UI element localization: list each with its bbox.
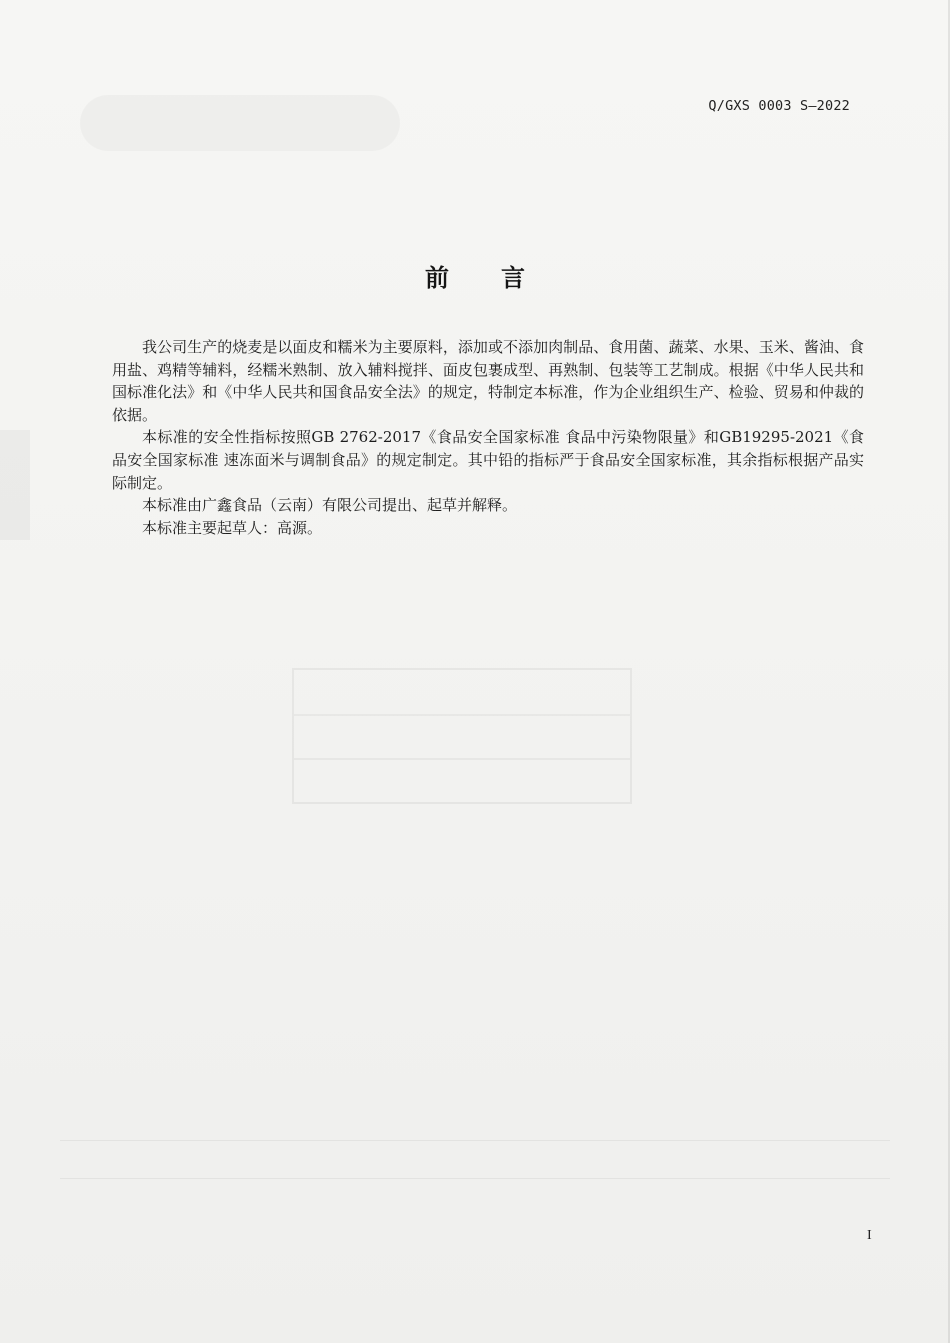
paragraph-drafter: 本标准主要起草人：高源。 (142, 518, 323, 537)
bleed-through-line (60, 1178, 890, 1179)
bleed-through-mark (80, 95, 400, 151)
foreword-body (112, 336, 864, 539)
paragraph-safety-indicators: 本标准的安全性指标按照GB 2762-2017《食品安全国家标准 食品中污染物限量》和GB19295-2021《食品安全国家标准 速冻面米与调制食品》的规定制定。其中铅的指标严于食品安全国家标准，其余指标根据产品实际制定。 (112, 428, 864, 492)
bleed-through-stamp-box (292, 668, 632, 804)
page-title: 前言 (425, 264, 577, 292)
page-number: I (867, 1228, 872, 1243)
bleed-through-line (60, 1140, 890, 1141)
paragraph-product-description: 我公司生产的烧麦是以面皮和糯米为主要原料，添加或不添加肉制品、食用菌、蔬菜、水果、玉米、酱油、食用盐、鸡精等辅料，经糯米熟制、放入辅料搅拌、面皮包裹成型、再熟制、包装等工艺制成。根据《中华人民共和国标准化法》和《中华人民共和国食品安全法》的规定，特制定本标准，作为企业组织生产、检验、贸易和仲裁的依据。 (112, 338, 864, 424)
scan-smudge (0, 430, 30, 540)
standard-code: Q/GXS 0003 S—2022 (708, 98, 850, 114)
paragraph-drafting-unit: 本标准由广鑫食品（云南）有限公司提出、起草并解释。 (142, 496, 518, 515)
